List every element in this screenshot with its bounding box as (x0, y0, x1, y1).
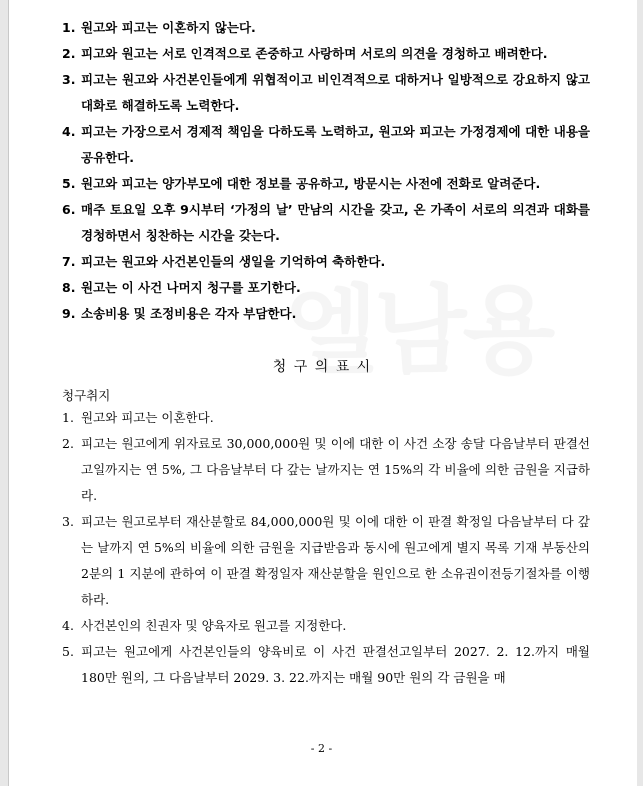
claim-text: 피고는 원고에게 사건본인들의 양육비로 이 사건 판결선고일부터 2027. 2. 12.까지 매월 180만 원의, 그 다음날부터 2029. 3. 22.까지는 매월 90만 원의 각 금원을 매 (81, 644, 590, 685)
item-text: 피고는 원고와 사건본인들에게 위협적이고 비인격적으로 대하거나 일방적으로 강요하지 않고 대화로 해결하도록 노력한다. (81, 72, 590, 113)
item-number: 9. (62, 306, 76, 321)
claim-text: 원고와 피고는 이혼한다. (81, 410, 214, 425)
claim-item (62, 509, 590, 613)
claim-text: 피고는 원고에게 위자료로 30,000,000원 및 이에 대한 이 사건 소장 송달 다음날부터 판결선고일까지는 연 5%, 그 다음날부터 다 갚는 날까지는 연 15%의 각 비율에 의한 금원을 지급하라. (81, 436, 590, 503)
item-number: 3. (62, 72, 76, 87)
item-number: 4. (62, 124, 76, 139)
page-left-margin (0, 0, 8, 786)
item-text: 원고와 피고는 이혼하지 않는다. (81, 20, 256, 35)
agreement-item (62, 67, 590, 119)
item-number: 6. (62, 202, 76, 217)
section-title: 청 구 의 표 시 (272, 359, 371, 375)
agreement-item (62, 301, 590, 327)
claim-item (62, 613, 590, 639)
agreement-item (62, 275, 590, 301)
item-number: 1. (62, 20, 76, 35)
item-number: 7. (62, 254, 76, 269)
item-text: 피고는 원고와 사건본인들의 생일을 기억하여 축하한다. (81, 254, 386, 269)
agreement-list (62, 15, 590, 327)
claim-text: 피고는 원고로부터 재산분할로 84,000,000원 및 이에 대한 이 판결 확정일 다음날부터 다 갚는 날까지 연 5%의 비율에 의한 금원을 지급받음과 동시에 원고에게 별지 목록 기재 부동산의 2분의 1 지분에 관하여 이 판결 확정일자 재산분할을 원인으로 한 소유권이전등기절차를 이행하라. (81, 514, 590, 607)
item-text: 피고는 가장으로서 경제적 책임을 다하도록 노력하고, 원고와 피고는 가정경제에 대한 내용을 공유한다. (81, 124, 590, 165)
claim-number: 2. (62, 436, 74, 451)
claim-item (62, 639, 590, 691)
agreement-item (62, 249, 590, 275)
item-text: 피고와 원고는 서로 인격적으로 존중하고 사랑하며 서로의 의견을 경청하고 배려한다. (81, 46, 548, 61)
agreement-item (62, 197, 590, 249)
item-number: 5. (62, 176, 76, 191)
agreement-item (62, 119, 590, 171)
page-right-margin (637, 0, 643, 786)
item-text: 원고는 이 사건 나머지 청구를 포기한다. (81, 280, 301, 295)
claim-item (62, 431, 590, 509)
page-edge-line (8, 0, 9, 786)
agreement-item (62, 41, 590, 67)
claim-number: 3. (62, 514, 74, 529)
item-text: 원고와 피고는 양가부모에 대한 정보를 공유하고, 방문시는 사전에 전화로 알려준다. (81, 176, 541, 191)
claim-list (62, 405, 590, 691)
item-number: 2. (62, 46, 76, 61)
item-text: 소송비용 및 조정비용은 각자 부담한다. (81, 306, 297, 321)
agreement-item (62, 171, 590, 197)
item-number: 8. (62, 280, 76, 295)
page-number: - 2 - (310, 742, 333, 755)
claim-item (62, 405, 590, 431)
claim-text: 사건본인의 친권자 및 양육자로 원고를 지정한다. (81, 618, 347, 633)
claim-number: 5. (62, 644, 74, 659)
claim-label: 청구취지 (62, 388, 111, 403)
agreement-item (62, 15, 590, 41)
claim-number: 4. (62, 618, 74, 633)
claim-number: 1. (62, 410, 74, 425)
item-text: 매주 토요일 오후 9시부터 ‘가정의 날’ 만남의 시간을 갖고, 온 가족이 서로의 의견과 대화를 경청하면서 칭찬하는 시간을 갖는다. (81, 202, 590, 243)
